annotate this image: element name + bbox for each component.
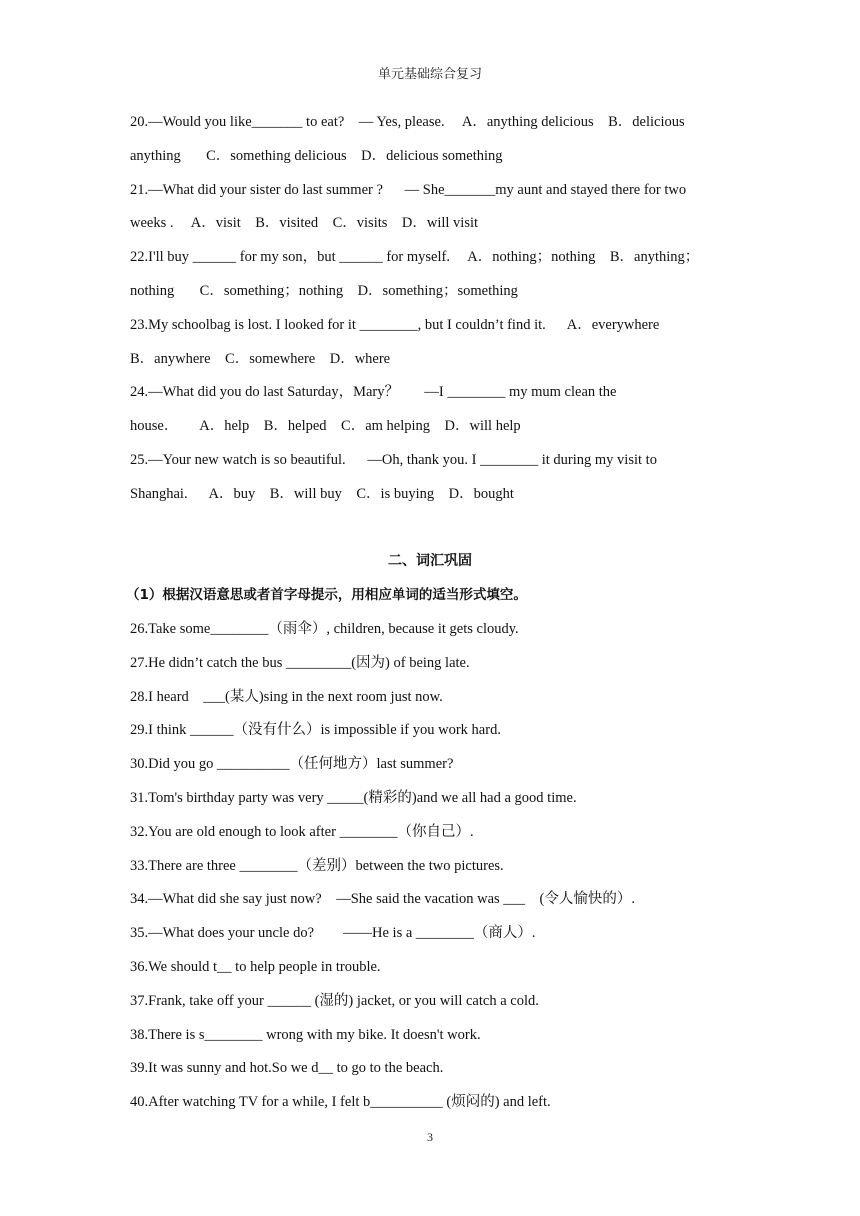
vocab-line: 34.—What did she say just now? —She said the vacation was ___ (令人愉快的）. bbox=[130, 891, 636, 908]
vocab-line: 32.You are old enough to look after ________（你自己）. bbox=[130, 823, 474, 840]
section-title: 二、词汇巩固 bbox=[388, 553, 472, 570]
question-line: house． A．help B．helped C．am helping D．will help bbox=[130, 418, 521, 435]
page-header: 单元基础综合复习 bbox=[377, 66, 482, 81]
vocab-line: 30.Did you go __________（任何地方）last summer? bbox=[130, 756, 454, 773]
vocab-line: 36.We should t__ to help people in trouble. bbox=[130, 958, 381, 975]
question-line: B．anywhere C．somewhere D．where bbox=[130, 350, 391, 367]
vocab-line: 29.I think ______（没有什么）is impossible if you work hard. bbox=[130, 722, 501, 739]
section-spacer bbox=[130, 514, 730, 548]
question-line: 25.—Your new watch is so beautiful. —Oh, thank you. I ________ it during my visit to bbox=[130, 451, 657, 468]
document-body bbox=[126, 108, 730, 1122]
question-line: anything C．something delicious D．delicious something bbox=[130, 147, 503, 164]
vocab-line: 38.There is s________ wrong with my bike. It doesn't work. bbox=[130, 1026, 481, 1043]
vocab-line: 26.Take some________（雨伞）, children, because it gets cloudy. bbox=[130, 620, 519, 637]
question-line: weeks . A．visit B．visited C．visits D．will visit bbox=[130, 215, 479, 232]
vocab-line: 39.It was sunny and hot.So we d__ to go to the beach. bbox=[130, 1060, 444, 1077]
question-line: 22.I'll buy ______ for my son，but ______ for myself. A．nothing；nothing B．anything； bbox=[130, 249, 700, 266]
question-line: 24.—What did you do last Saturday，Mary？ —I ________ my mum clean the bbox=[130, 384, 617, 401]
section-instruction: （1）根据汉语意思或者首字母提示，用相应单词的适当形式填空。 bbox=[126, 587, 527, 604]
vocab-line: 35.—What does your uncle do? ——He is a ________（商人）. bbox=[130, 925, 536, 942]
vocab-line: 40.After watching TV for a while, I felt b__________ (烦闷的) and left. bbox=[130, 1094, 551, 1111]
vocab-line: 27.He didn’t catch the bus _________(因为) of being late. bbox=[130, 654, 470, 671]
vocab-line: 31.Tom's birthday party was very _____(精彩的)and we all had a good time. bbox=[130, 789, 577, 806]
page-number: 3 bbox=[427, 1130, 433, 1144]
question-line: nothing C．something；nothing D．something；something bbox=[130, 282, 518, 299]
question-line: 20.—Would you like_______ to eat? — Yes, please. A．anything delicious B．delicious bbox=[130, 114, 685, 130]
vocab-line: 33.There are three ________（差别）between the two pictures. bbox=[130, 857, 504, 874]
question-line: Shanghai. A．buy B．will buy C．is buying D．bought bbox=[130, 485, 514, 502]
question-line: 21.—What did your sister do last summer ? — She_______my aunt and stayed there for two bbox=[130, 181, 687, 198]
vocab-line: 28.I heard ___(某人)sing in the next room just now. bbox=[130, 688, 443, 705]
question-line: 23.My schoolbag is lost. I looked for it ________, but I couldn’t find it. A．everywhere bbox=[130, 316, 660, 333]
vocab-line: 37.Frank, take off your ______ (湿的) jacket, or you will catch a cold. bbox=[130, 992, 539, 1009]
